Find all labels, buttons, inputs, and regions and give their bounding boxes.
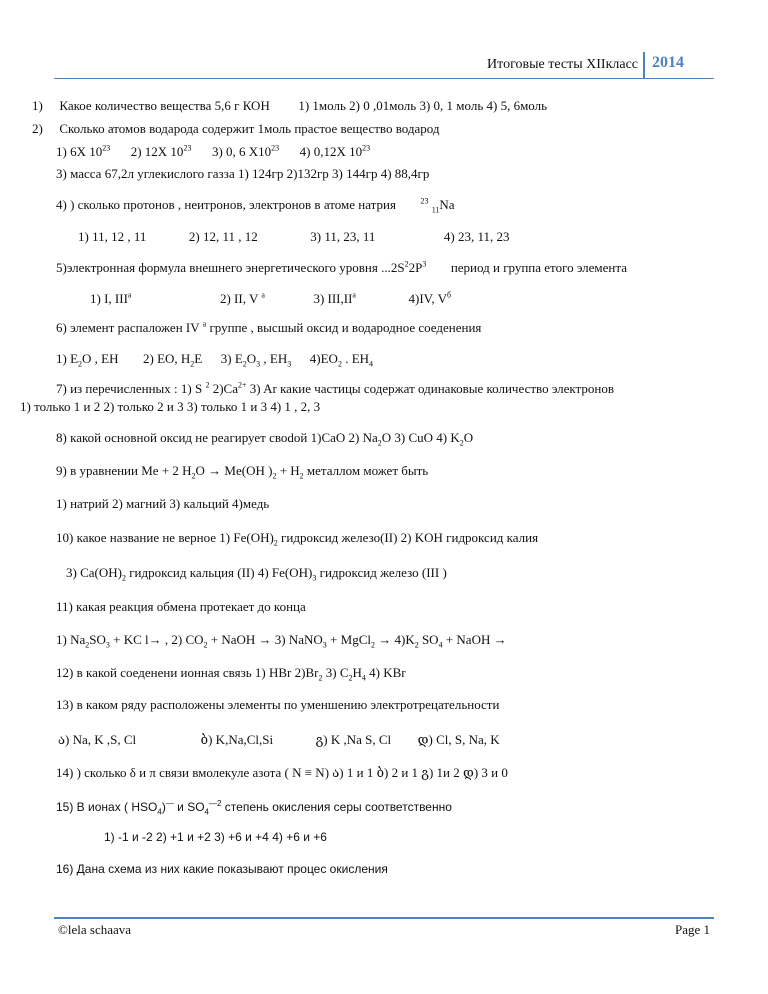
question-4-options: 1) 11, 12 , 11 2) 12, 11 , 12 3) 11, 23, 11 4) 23, 11, 23 — [78, 229, 510, 244]
question-text: Сколько атомов водарода содержит 1моль прастое вещество водарод — [59, 121, 440, 136]
question-7: 7) из перечисленных : 1) S $^2$ $2)Ca^{2+}$ 3) Ar какие частицы содержат одинаковые количество электронов — [56, 380, 614, 396]
question-number: 2) — [32, 121, 43, 136]
question-15: 15) В ионах ( $HSO_4)^—$ и $SO_4^{—2}$ степень окисления серы соответственно — [56, 799, 452, 817]
question-5-options: 1) I, III$^a$ 2) II, V $^a$ 3) $III,II^a$ 4)IV, $V^б$ — [90, 290, 452, 306]
question-16: 16) Дана схема из них какие показывают процес окисления — [56, 862, 388, 876]
question-10: 10) какое название не верное 1) $Fe(OH)_2$ гидроксид железо(II) 2) KOH гидроксид калия — [56, 530, 539, 548]
header-separator — [643, 52, 645, 78]
question-5: 5)электронная формула внешнего энергетического уровня $...2S^22P^3$ период и группа етого элемента — [56, 259, 627, 275]
question-7-options: 1) только 1 и 2 2) только 2 и 3 3) только 1 и 3 4) 1 , 2, 3 — [20, 399, 321, 414]
footer-author: ©lela schaava — [58, 922, 132, 937]
question-text: 4) ) сколько протонов , неитронов, электронов в атоме натрия — [56, 197, 396, 212]
question-text: Какое количество вещества 5,6 г КОН — [59, 98, 270, 113]
question-10-continued: 3) $Ca(OH)_2$ гидроксид кальция (II) 4) $Fe(OH)_3$ гидроксид железо (III ) — [66, 565, 447, 583]
question-9: 9) в уравнении Me + 2 $H_2O \to Me(OH$ )$_2 + H_2$ металлом может быть — [56, 463, 429, 481]
footer-rule — [54, 917, 714, 919]
question-number: 1) — [32, 98, 43, 113]
question-9-options: 1) натрий 2) магний 3) кальций 4)медь — [56, 496, 270, 511]
page-header — [0, 52, 768, 78]
question-13: 13) в каком ряду расположены элементы по уменшению электротрецательности — [56, 697, 500, 712]
question-13-options: ა) Na, K ,S, Cl ბ) K,Na,Cl,Si გ) K ,Na S, Cl დ) Cl, S, Na, K — [58, 732, 500, 747]
question-6: 6) элемент распаложен IV $^a$ группе , высшый оксид и водародное соеденения — [56, 319, 482, 335]
question-11: 11) какая реакция обмена протекает до конца — [56, 599, 306, 614]
question-11-options: 1) $Na_2SO_3$ + KC l→ , 2) $CO_2$ + NaOH → 3) NaNO$_3$ + MgCl$_2$ → $4)K_2$ $SO_4$ + NaOH → — [56, 632, 507, 650]
header-title: Итоговые тесты XIIкласс — [487, 57, 638, 72]
header-rule — [54, 78, 714, 79]
question-15-options: 1) -1 и -2 2) +1 и +2 3) +6 и +4 4) +6 и +6 — [104, 830, 327, 844]
question-4 — [56, 197, 455, 213]
question-12: 12) в какой соеденени ионная связь 1) HBr $2)Br_2$ 3) $C_2H_4$ 4) KBr — [56, 665, 406, 683]
isotope-number: 11 — [431, 205, 440, 215]
question-8: 8) какой основной оксид не реагирует своdой 1)CaO 2) $Na_2O$ 3) CuO 4) $K_2O$ — [56, 430, 474, 448]
header-year: 2014 — [652, 54, 684, 71]
question-3: 3) масса 67,2л углекислого газза 1) 124гр 2)132гр 3) 144гр 4) 88,4гр — [56, 166, 430, 181]
question-options: 1) 1моль 2) 0 ,01моль 3) 0, 1 моль 4) 5, 6моль — [298, 98, 548, 113]
question-2 — [32, 121, 440, 137]
question-14: 14) ) сколько δ и π связи вмолекуле азота ( N ≡ N) ა) 1 и 1 ბ) 2 и 1 გ) 1и 2 დ) 3 и 0 — [56, 765, 508, 780]
question-6-options: 1) $E_2O$ , EH 2) EO, $H_2E$ 3) $E_2O_3$ , $EH_3$ $4)EO_2$ . $EH_4$ — [56, 351, 374, 369]
question-1 — [32, 98, 547, 114]
isotope-mass: 23 — [420, 196, 429, 206]
isotope-symbol: Na — [439, 197, 455, 212]
question-2-options: 1) 6X $10^{23}$ 2) 12X $10^{23}$ 3) 0, 6 $X10^{23}$ 4) 0,12X $10^{23}$ — [56, 143, 371, 159]
footer-page-number: Page 1 — [674, 922, 710, 937]
